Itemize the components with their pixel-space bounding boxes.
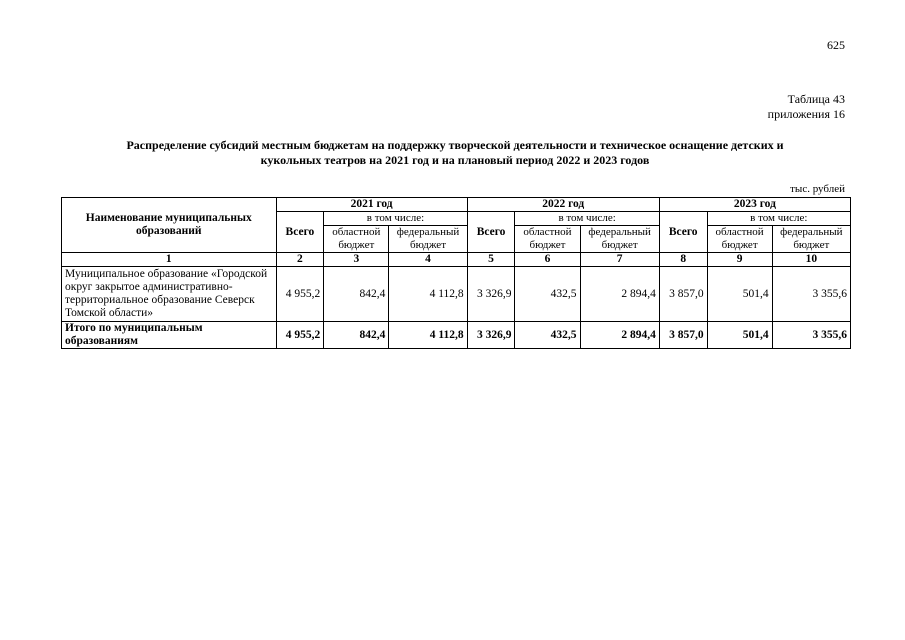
page-number: 625 [827, 38, 845, 52]
header-total-2022: Всего [467, 212, 515, 253]
col-number: 6 [515, 253, 580, 267]
header-year-2021: 2021 год [276, 198, 467, 212]
col-number: 8 [659, 253, 707, 267]
total-cell-regional-2023: 501,4 [707, 322, 772, 349]
document-title [60, 138, 850, 168]
header-regional-2023: областной бюджет [707, 226, 772, 253]
row-name: Муниципальное образование «Городской округ закрытое административно-территориальное образование Северск Томской области» [62, 267, 277, 322]
total-cell-total-2023: 3 857,0 [659, 322, 707, 349]
col-number: 3 [324, 253, 389, 267]
table-ref-line1: Таблица 43 [787, 92, 845, 106]
table-row [62, 267, 851, 322]
header-regional-2021: областной бюджет [324, 226, 389, 253]
units-label: тыс. рублей [790, 183, 845, 195]
total-cell-regional-2021: 842,4 [324, 322, 389, 349]
total-row [62, 322, 851, 349]
cell-total-2021: 4 955,2 [276, 267, 324, 322]
cell-federal-2022: 2 894,4 [580, 267, 659, 322]
col-number: 4 [389, 253, 467, 267]
col-number: 10 [772, 253, 850, 267]
table-reference [768, 92, 845, 122]
col-number: 7 [580, 253, 659, 267]
column-numbers-row [62, 253, 851, 267]
cell-regional-2022: 432,5 [515, 267, 580, 322]
title-line1: Распределение субсидий местным бюджетам на поддержку творческой деятельности и техническое оснащение детских и [126, 138, 784, 152]
header-federal-2022: федеральный бюджет [580, 226, 659, 253]
total-row-name: Итого по муниципальным образованиям [62, 322, 277, 349]
header-year-2022: 2022 год [467, 198, 659, 212]
cell-regional-2021: 842,4 [324, 267, 389, 322]
header-regional-2022: областной бюджет [515, 226, 580, 253]
total-cell-regional-2022: 432,5 [515, 322, 580, 349]
total-cell-total-2021: 4 955,2 [276, 322, 324, 349]
table-ref-line2: приложения 16 [767, 107, 845, 121]
cell-total-2022: 3 326,9 [467, 267, 515, 322]
header-including-2021: в том числе: [324, 212, 467, 226]
cell-federal-2021: 4 112,8 [389, 267, 467, 322]
header-including-2023: в том числе: [707, 212, 850, 226]
title-line2: кукольных театров на 2021 год и на плановый период 2022 и 2023 годов [260, 153, 650, 167]
total-cell-federal-2023: 3 355,6 [772, 322, 850, 349]
header-federal-2021: федеральный бюджет [389, 226, 467, 253]
cell-total-2023: 3 857,0 [659, 267, 707, 322]
budget-table [61, 197, 851, 349]
header-total-2023: Всего [659, 212, 707, 253]
total-cell-federal-2022: 2 894,4 [580, 322, 659, 349]
header-year-2023: 2023 год [659, 198, 850, 212]
cell-federal-2023: 3 355,6 [772, 267, 850, 322]
col-number: 9 [707, 253, 772, 267]
col-number: 2 [276, 253, 324, 267]
col-number: 1 [62, 253, 277, 267]
cell-regional-2023: 501,4 [707, 267, 772, 322]
header-including-2022: в том числе: [515, 212, 659, 226]
header-total-2021: Всего [276, 212, 324, 253]
header-name-column: Наименование муниципальных образований [62, 198, 277, 253]
header-federal-2023: федеральный бюджет [772, 226, 850, 253]
col-number: 5 [467, 253, 515, 267]
total-cell-total-2022: 3 326,9 [467, 322, 515, 349]
total-cell-federal-2021: 4 112,8 [389, 322, 467, 349]
